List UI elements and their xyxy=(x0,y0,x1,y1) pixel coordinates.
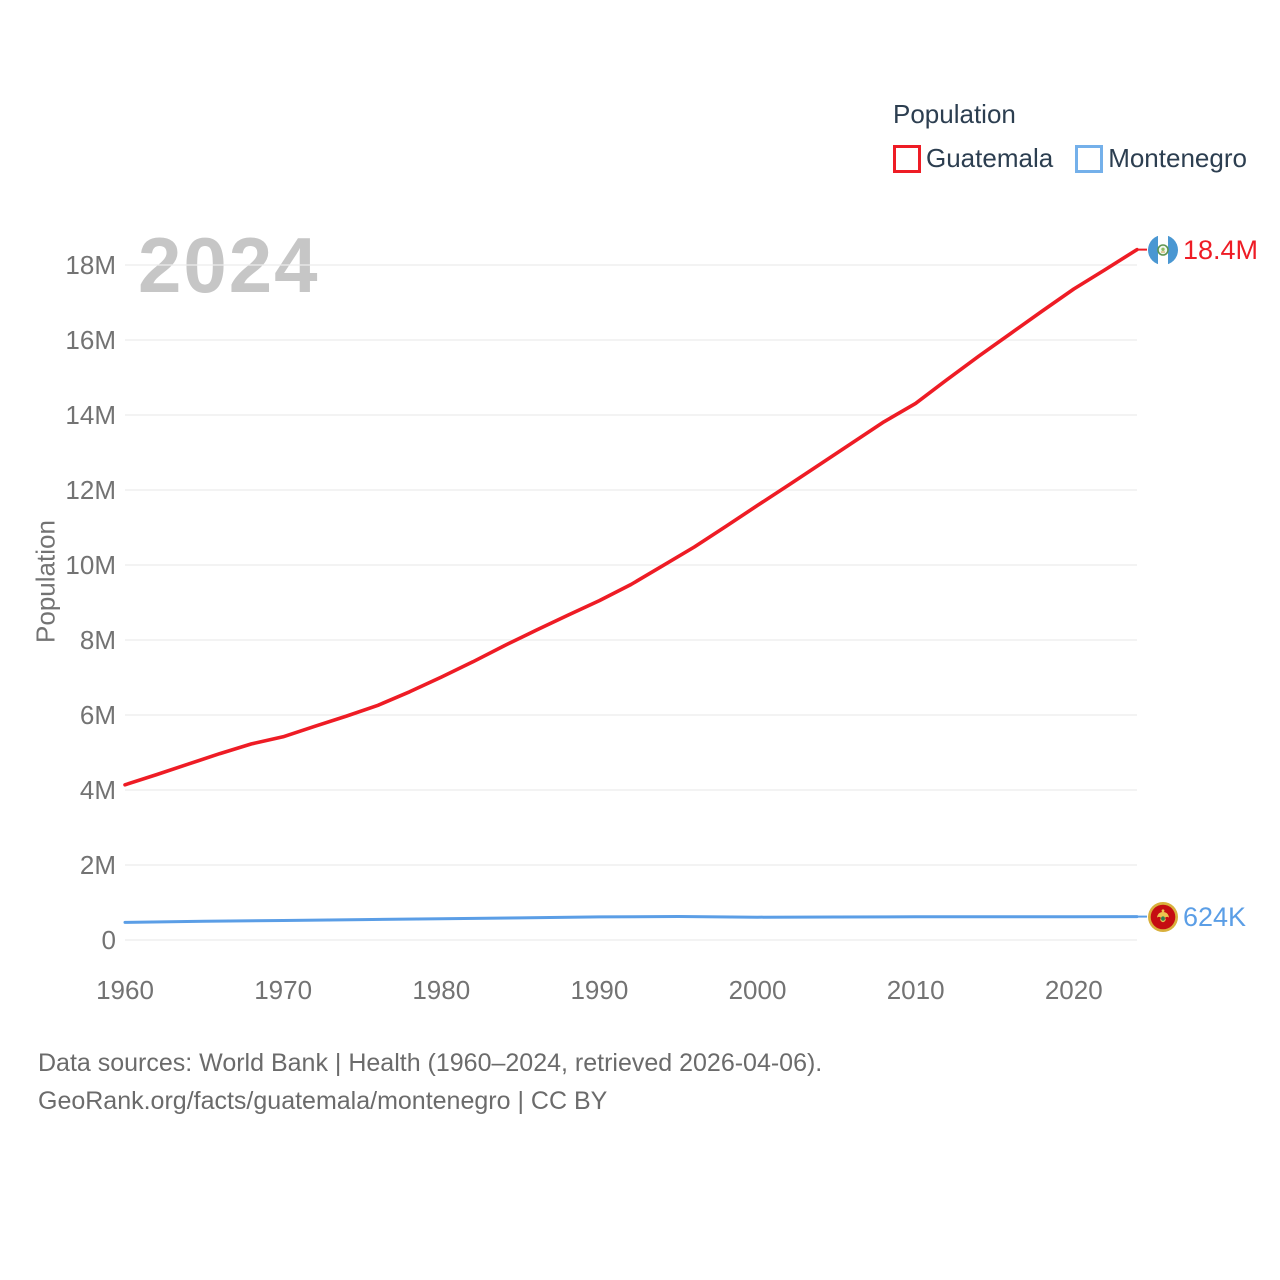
attribution xyxy=(38,1044,822,1120)
montenegro-end-value: 624K xyxy=(1183,901,1247,932)
x-tick-label: 2020 xyxy=(1044,975,1103,1005)
montenegro-swatch xyxy=(1075,145,1103,173)
data-sources-line: Data sources: World Bank | Health (1960–2024, retrieved 2026-04-06). xyxy=(38,1049,823,1077)
legend-items xyxy=(893,143,1247,174)
legend-title: Population xyxy=(893,99,1016,129)
y-tick-label: 18M xyxy=(65,250,116,280)
y-axis-title: Population xyxy=(30,520,61,643)
x-tick-label: 1960 xyxy=(96,975,154,1005)
x-tick-label: 2010 xyxy=(886,975,945,1005)
guatemala-end-value: 18.4M xyxy=(1183,234,1259,265)
legend xyxy=(893,99,1247,174)
legend-item-label: Montenegro xyxy=(1108,143,1247,173)
x-tick-label: 1990 xyxy=(570,975,629,1005)
y-tick-label: 4M xyxy=(79,775,116,805)
y-tick-label: 12M xyxy=(65,475,116,505)
legend-item-guatemala[interactable] xyxy=(893,143,1053,174)
y-tick-label: 6M xyxy=(79,700,116,730)
x-tick-label: 1970 xyxy=(254,975,313,1005)
y-tick-label: 16M xyxy=(65,325,116,355)
series-line-guatemala[interactable] xyxy=(125,250,1137,785)
legend-item-montenegro[interactable] xyxy=(1075,143,1247,174)
y-tick-label: 10M xyxy=(65,550,116,580)
guatemala-flag-icon xyxy=(1148,235,1178,265)
legend-item-label: Guatemala xyxy=(926,143,1054,173)
y-tick-label: 14M xyxy=(65,400,116,430)
x-tick-label: 2000 xyxy=(728,975,787,1005)
guatemala-swatch xyxy=(893,145,921,173)
y-tick-label: 0 xyxy=(101,925,116,955)
y-tick-label: 2M xyxy=(79,850,116,880)
year-watermark: 2024 xyxy=(138,221,320,309)
series-line-montenegro[interactable] xyxy=(125,917,1137,923)
y-tick-label: 8M xyxy=(79,625,116,655)
montenegro-flag-icon xyxy=(1148,902,1178,932)
source-url-line: GeoRank.org/facts/guatemala/montenegro | CC BY xyxy=(38,1087,608,1115)
x-tick-label: 1980 xyxy=(412,975,471,1005)
